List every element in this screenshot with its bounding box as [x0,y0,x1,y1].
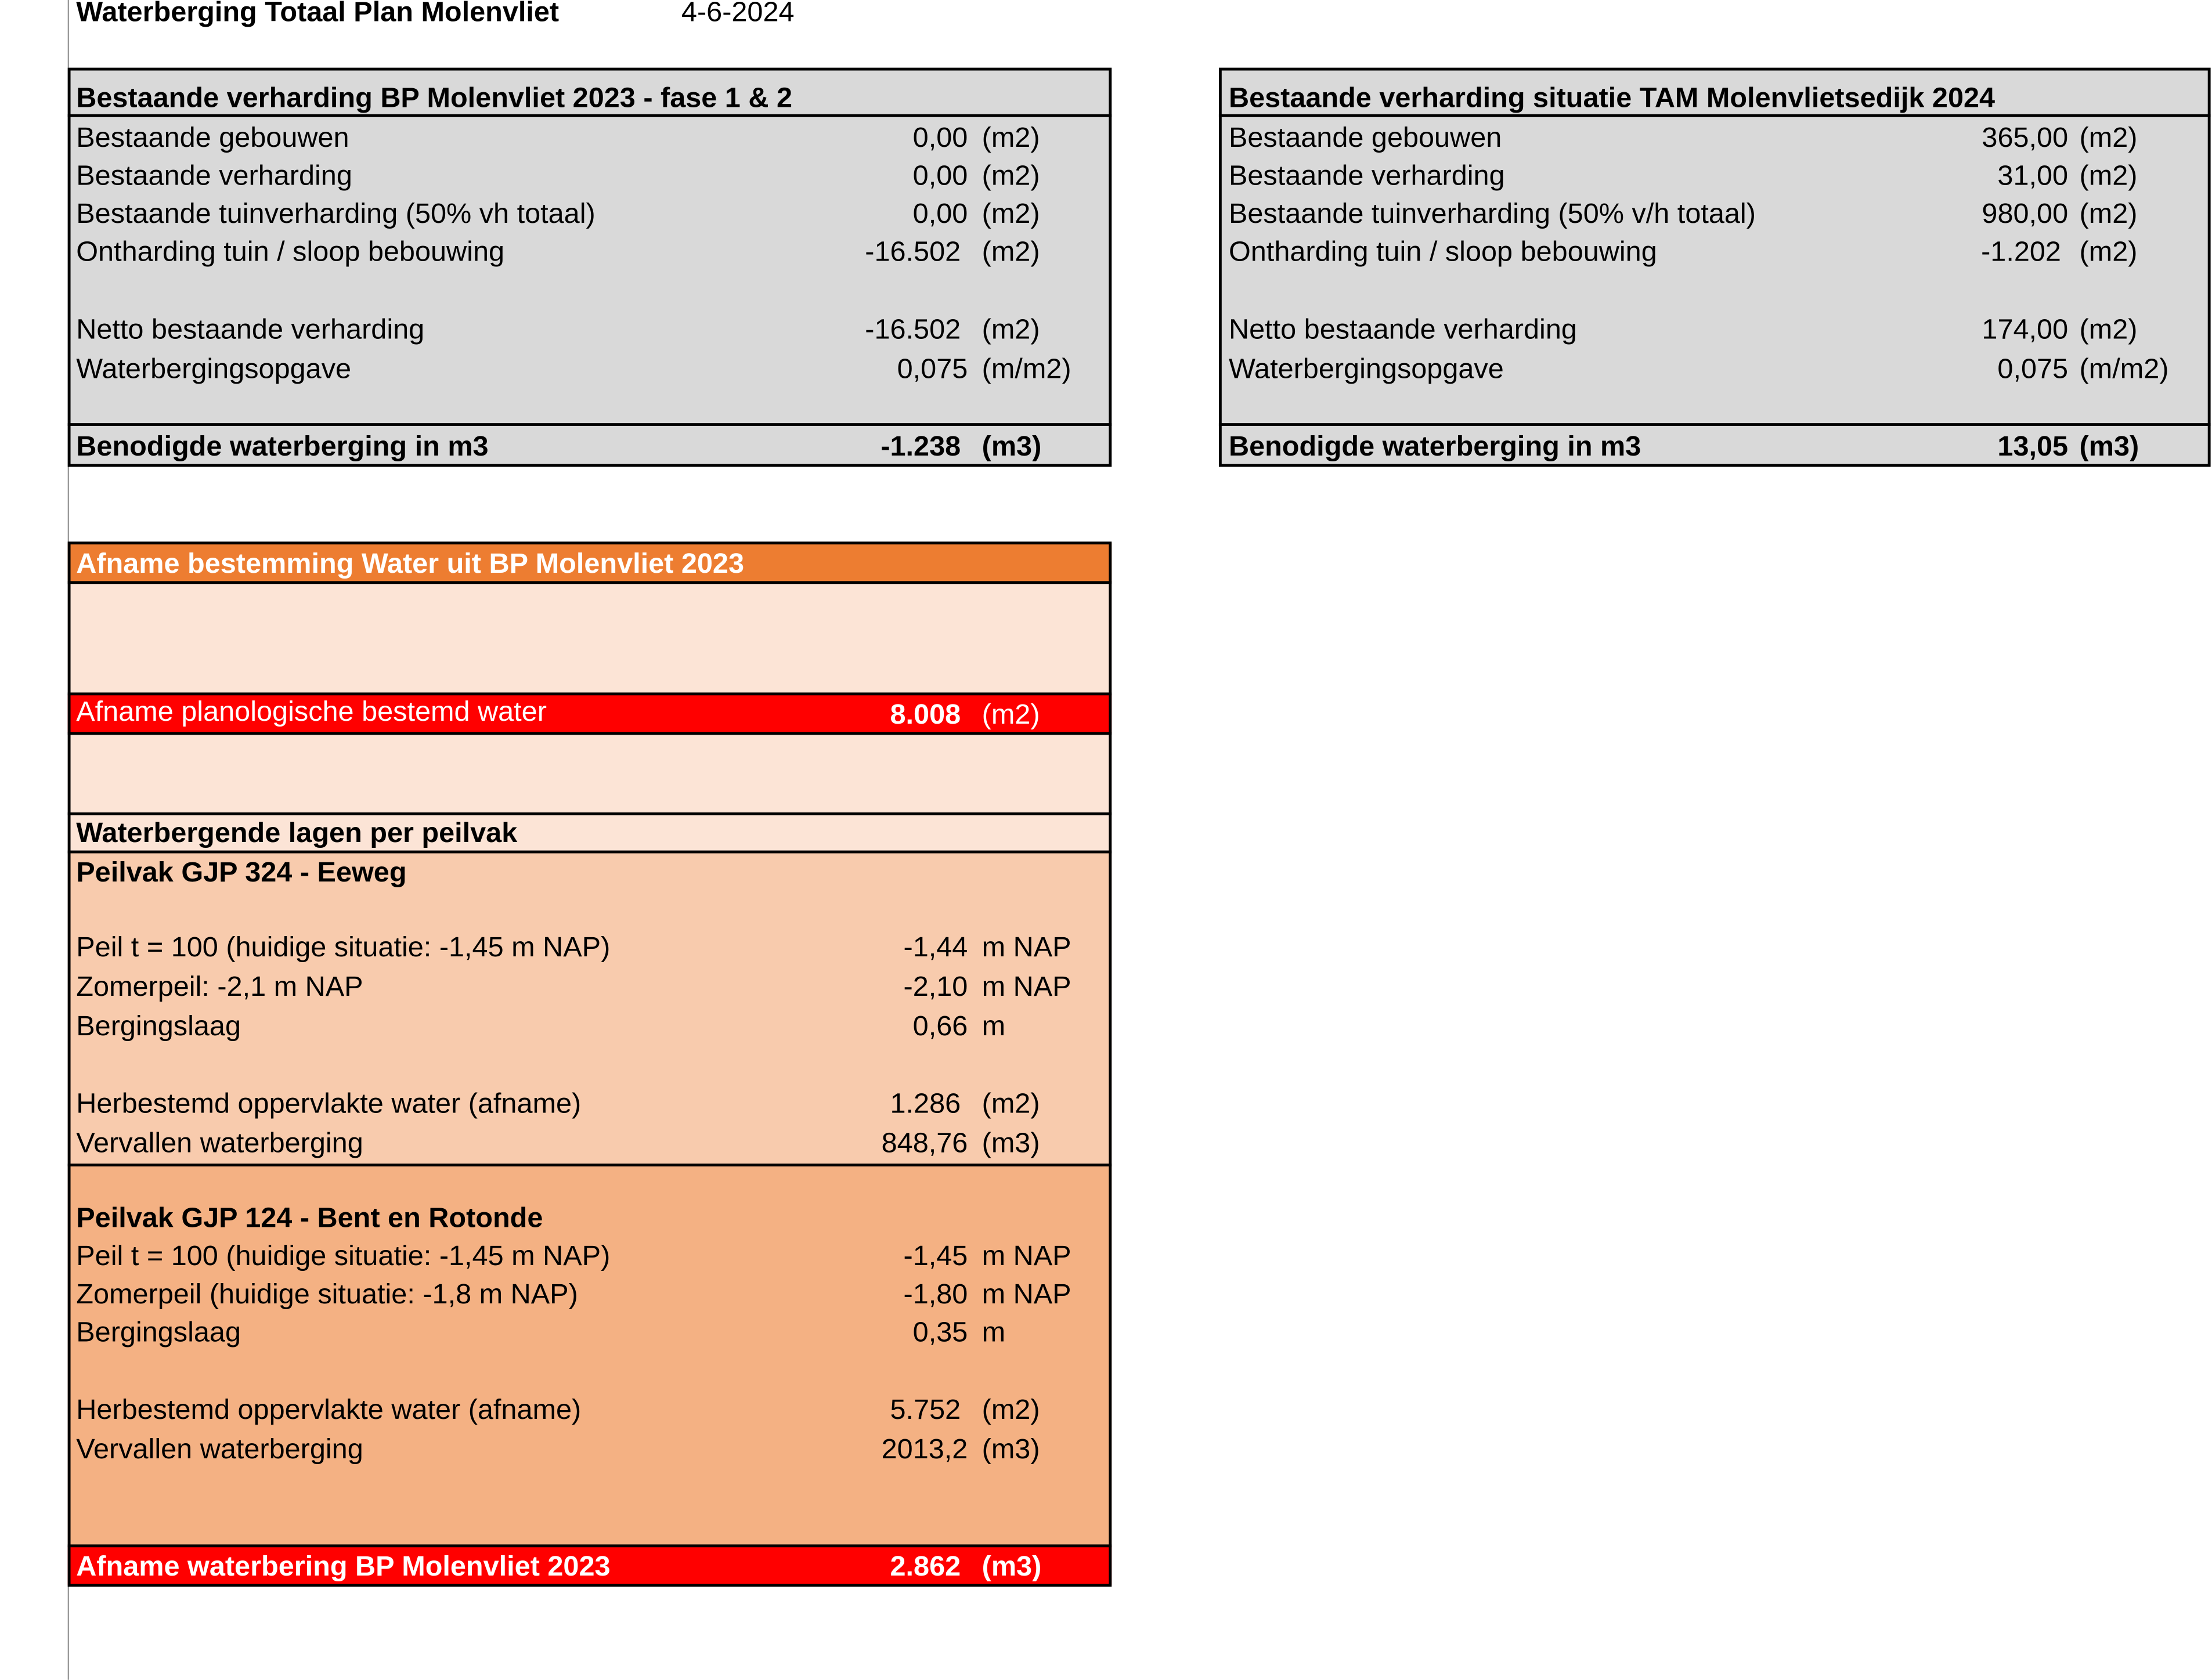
right-total-unit: (m3) [2079,431,2139,463]
planologisch-unit: (m2) [981,699,1040,731]
left-row-value: 0,00 [912,161,968,192]
right-row-value: 0,075 [1997,354,2069,385]
peilvak1-row-label: Zomerpeil: -2,1 m NAP [76,971,363,1003]
peilvak1-row-label: Peil t = 100 (huidige situatie: -1,45 m NAP) [76,932,611,964]
divider [1219,423,2211,426]
water-table-title: Afname bestemming Water uit BP Molenvliet 2023 [76,548,745,580]
peilvak1-row-unit: m NAP [981,932,1071,964]
peilvak2-title: Peilvak GJP 124 - Bent en Rotonde [76,1203,543,1234]
peilvak2-row-value: -1,45 [903,1241,968,1273]
peilvak1-row-value: 1.286 [890,1089,961,1120]
peilvak2-row-label: Peil t = 100 (huidige situatie: -1,45 m NAP) [76,1241,611,1273]
left-row-label: Bestaande verharding [76,161,352,192]
left-row-label: Netto bestaande verharding [76,315,425,346]
right-row-label: Ontharding tuin / sloop bebouwing [1228,237,1657,268]
divider [68,1544,1112,1547]
left-row-value: -16.502 [865,237,961,268]
planologisch-label: Afname planologische bestemd water [76,696,547,728]
right-row-unit: (m2) [2079,237,2138,268]
left-row-value: -16.502 [865,315,961,346]
left-row-unit: (m2) [981,122,1040,154]
divider [68,1164,1112,1166]
peilvak2-row-value: 0,35 [912,1317,968,1349]
water-total-label: Afname waterbering BP Molenvliet 2023 [76,1551,611,1583]
water-total-value: 2.862 [890,1551,961,1583]
left-row-label: Bestaande gebouwen [76,122,349,154]
left-total-unit: (m3) [981,431,1042,463]
right-row-unit: (m/m2) [2079,354,2169,385]
peilvak2-row-unit: m [981,1317,1006,1349]
water-total-unit: (m3) [981,1551,1042,1583]
peilvak2-row-value: 5.752 [890,1394,961,1426]
sheet-title: Waterberging Totaal Plan Molenvliet [76,0,560,28]
left-row-value: 0,00 [912,122,968,154]
right-row-value: 174,00 [1982,315,2069,346]
peilvak1-row-value: 0,66 [912,1011,968,1043]
peilvak1-row-unit: (m2) [981,1089,1040,1120]
right-total-value: 13,05 [1997,431,2069,463]
peilvak2-row-label: Bergingslaag [76,1317,241,1349]
layers-heading: Waterbergende lagen per peilvak [76,818,518,850]
left-row-unit: (m2) [981,198,1040,230]
peilvak2-row-label: Zomerpeil (huidige situatie: -1,8 m NAP) [76,1279,578,1310]
left-row-value: 0,075 [897,354,968,385]
right-total-label: Benodigde waterberging in m3 [1228,431,1641,463]
peilvak1-title: Peilvak GJP 324 - Eeweg [76,857,407,889]
left-row-unit: (m2) [981,161,1040,192]
right-row-unit: (m2) [2079,161,2138,192]
peilvak1-row-label: Vervallen waterberging [76,1128,363,1159]
right-row-value: -1.202 [1981,237,2061,268]
peilvak1-row-label: Bergingslaag [76,1011,241,1043]
divider [68,423,1112,426]
peilvak1-row-unit: m [981,1011,1006,1043]
peilvak2-row-unit: (m2) [981,1394,1040,1426]
peilvak1-row-unit: m NAP [981,971,1071,1003]
peilvak2-row-value: -1,80 [903,1279,968,1310]
peilvak2-row-value: 2013,2 [881,1434,968,1466]
right-row-value: 365,00 [1982,122,2069,154]
peilvak2-row-label: Vervallen waterberging [76,1434,363,1466]
peilvak2-row-unit: m NAP [981,1241,1071,1273]
sheet-date: 4-6-2024 [681,0,795,28]
right-row-label: Bestaande gebouwen [1228,122,1502,154]
peilvak1-row-label: Herbestemd oppervlakte water (afname) [76,1089,582,1120]
peilvak1-row-value: -1,44 [903,932,968,964]
right-row-value: 31,00 [1997,161,2069,192]
left-row-unit: (m2) [981,237,1040,268]
left-table-title: Bestaande verharding BP Molenvliet 2023 - fase 1 & 2 [76,83,792,114]
peilvak2-row-unit: (m3) [981,1434,1040,1466]
left-row-label: Waterbergingsopgave [76,354,352,385]
peilvak2-row-unit: m NAP [981,1279,1071,1310]
peilvak1-row-value: -2,10 [903,971,968,1003]
right-table-title: Bestaande verharding situatie TAM Molenvlietsedijk 2024 [1228,83,1996,114]
right-row-label: Bestaande tuinverharding (50% v/h totaal) [1228,198,1756,230]
left-total-value: -1.238 [881,431,961,463]
left-row-label: Bestaande tuinverharding (50% vh totaal) [76,198,596,230]
right-row-value: 980,00 [1982,198,2069,230]
left-row-value: 0,00 [912,198,968,230]
right-row-label: Bestaande verharding [1228,161,1505,192]
right-row-label: Waterbergingsopgave [1228,354,1504,385]
right-row-label: Netto bestaande verharding [1228,315,1577,346]
peilvak1-row-unit: (m3) [981,1128,1040,1159]
left-row-label: Ontharding tuin / sloop bebouwing [76,237,505,268]
right-row-unit: (m2) [2079,198,2138,230]
peilvak2-row-label: Herbestemd oppervlakte water (afname) [76,1394,582,1426]
planologisch-value: 8.008 [890,699,961,731]
left-total-label: Benodigde waterberging in m3 [76,431,489,463]
right-row-unit: (m2) [2079,315,2138,346]
left-row-unit: (m2) [981,315,1040,346]
peilvak1-row-value: 848,76 [881,1128,968,1159]
left-row-unit: (m/m2) [981,354,1071,385]
right-row-unit: (m2) [2079,122,2138,154]
